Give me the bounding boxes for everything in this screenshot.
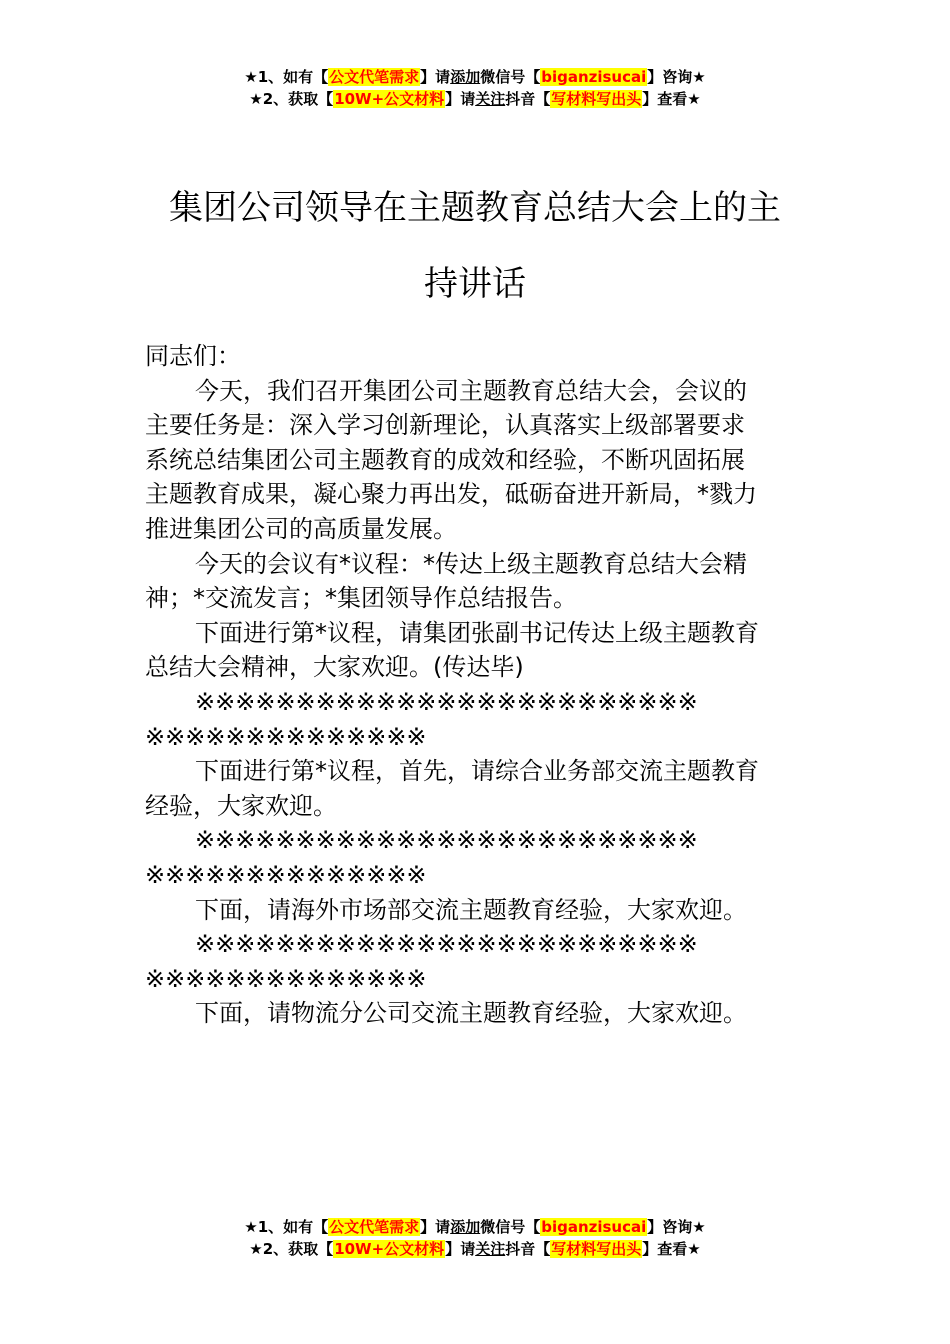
paragraph-5 xyxy=(145,893,810,928)
banner-text: 微信号【 xyxy=(480,68,541,86)
separator-1 xyxy=(145,685,810,754)
text-line: 神；*交流发言；*集团领导作总结报告。 xyxy=(145,584,577,613)
paragraph-2 xyxy=(145,547,810,616)
banner-text: 抖音【 xyxy=(505,1240,551,1258)
text-line: 推进集团公司的高质量发展。 xyxy=(145,514,457,543)
text-line: 下面，请物流分公司交流主题教育经验，大家欢迎。 xyxy=(195,999,747,1028)
banner-text: 微信号【 xyxy=(480,1218,541,1236)
banner-underline: 关注 xyxy=(475,90,506,108)
footer-banner xyxy=(0,1216,950,1260)
text-line: 今天，我们召开集团公司主题教育总结大会，会议的 xyxy=(195,376,747,405)
banner-text: ★1、如有【 xyxy=(244,68,329,86)
banner-line-1 xyxy=(0,1216,950,1238)
text-line: 今天的会议有*议程：*传达上级主题教育总结大会精 xyxy=(195,549,747,578)
paragraph-4 xyxy=(145,754,810,823)
header-banner xyxy=(0,66,950,110)
banner-text: 抖音【 xyxy=(505,90,551,108)
separator-line: ※※※※※※※※※※※※※※ xyxy=(145,964,427,993)
document-body xyxy=(145,339,810,1031)
text-line: 下面进行第*议程，首先，请综合业务部交流主题教育 xyxy=(195,757,759,786)
banner-text: 】请 xyxy=(445,90,476,108)
text-line: 总结大会精神，大家欢迎。(传达毕) xyxy=(145,653,524,682)
banner-text: 】查看★ xyxy=(642,1240,701,1258)
text-line: 下面进行第*议程，请集团张副书记传达上级主题教育 xyxy=(195,618,759,647)
separator-line: ※※※※※※※※※※※※※※ xyxy=(145,722,427,751)
text-line: 主要任务是：深入学习创新理论，认真落实上级部署要求 xyxy=(145,411,745,440)
paragraph-1 xyxy=(145,374,810,547)
title-line-1: 集团公司领导在主题教育总结大会上的主 xyxy=(169,188,781,228)
banner-underline: 添加 xyxy=(450,1218,481,1236)
paragraph-3 xyxy=(145,616,810,685)
banner-text: 】咨询★ xyxy=(647,68,706,86)
banner-highlight: 公文代笔需求 xyxy=(329,1218,420,1236)
banner-text: ★2、获取【 xyxy=(249,90,334,108)
banner-text: 】请 xyxy=(420,68,451,86)
banner-underline: 添加 xyxy=(450,68,481,86)
banner-text: 】请 xyxy=(445,1240,476,1258)
banner-line-2 xyxy=(0,1238,950,1260)
banner-line-1 xyxy=(0,66,950,88)
separator-line: ※※※※※※※※※※※※※※※※※※※※※※※※※ xyxy=(195,826,698,855)
banner-highlight: 10W+公文材料 xyxy=(334,90,445,108)
text-line: 下面，请海外市场部交流主题教育经验，大家欢迎。 xyxy=(195,895,747,924)
separator-3 xyxy=(145,927,810,996)
banner-highlight: 公文代笔需求 xyxy=(329,68,420,86)
banner-highlight: biganzisucai xyxy=(541,68,647,86)
banner-highlight: 写材料写出头 xyxy=(551,90,642,108)
text-line: 经验，大家欢迎。 xyxy=(145,791,337,820)
banner-text: 】请 xyxy=(420,1218,451,1236)
banner-text: 】咨询★ xyxy=(647,1218,706,1236)
banner-text: ★2、获取【 xyxy=(249,1240,334,1258)
separator-line: ※※※※※※※※※※※※※※ xyxy=(145,860,427,889)
paragraph-6 xyxy=(145,996,810,1031)
document-title xyxy=(0,170,950,322)
separator-line: ※※※※※※※※※※※※※※※※※※※※※※※※※ xyxy=(195,687,698,716)
banner-highlight: 写材料写出头 xyxy=(551,1240,642,1258)
separator-line: ※※※※※※※※※※※※※※※※※※※※※※※※※ xyxy=(195,930,698,959)
text-line: 主题教育成果，凝心聚力再出发，砥砺奋进开新局，*戮力 xyxy=(145,480,757,509)
banner-highlight: biganzisucai xyxy=(541,1218,647,1236)
banner-text: ★1、如有【 xyxy=(244,1218,329,1236)
separator-2 xyxy=(145,823,810,892)
greeting xyxy=(145,339,810,374)
text-line: 系统总结集团公司主题教育的成效和经验，不断巩固拓展 xyxy=(145,445,745,474)
banner-underline: 关注 xyxy=(475,1240,506,1258)
banner-text: 】查看★ xyxy=(642,90,701,108)
banner-line-2 xyxy=(0,88,950,110)
banner-highlight: 10W+公文材料 xyxy=(334,1240,445,1258)
title-line-2: 持讲话 xyxy=(424,264,526,304)
text-line: 同志们： xyxy=(145,342,241,370)
